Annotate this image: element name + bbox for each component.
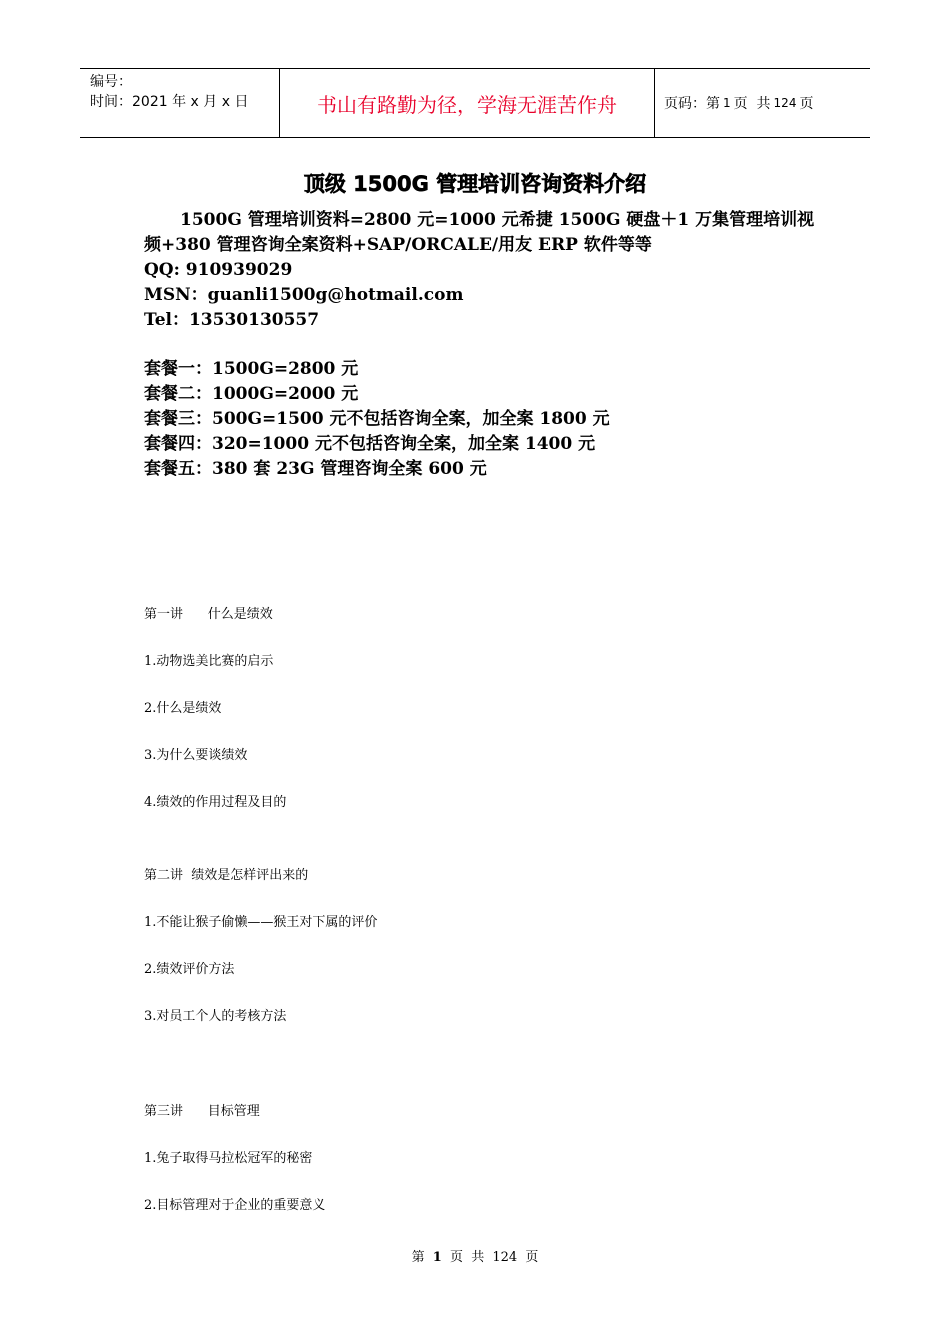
outline-item: 3.为什么要谈绩效 (144, 748, 248, 763)
outline-item: 1.动物选美比赛的启示 (144, 654, 274, 669)
package-list (144, 357, 610, 482)
total-pages: 124 (773, 96, 797, 110)
header-motto: 书山有路勤为径，学海无涯苦作舟 (280, 69, 655, 137)
document-date: 时间：2021 年 x 月 x 日 (90, 94, 249, 110)
lecture-heading: 第一讲 什么是绩效 (144, 607, 273, 622)
footer-prefix: 第 (411, 1250, 425, 1265)
package-item: 套餐二：1000G=2000 元 (144, 384, 359, 404)
outline-item: 2.绩效评价方法 (144, 962, 235, 977)
contact-msn: MSN：guanli1500g@hotmail.com (144, 285, 464, 305)
package-item: 套餐三：500G=1500 元不包括咨询全案，加全案 1800 元 (144, 409, 610, 429)
page-label-prefix: 页码：第 (664, 96, 720, 112)
footer-suffix: 页 (525, 1250, 539, 1265)
package-item: 套餐四：320=1000 元不包括咨询全案，加全案 1400 元 (144, 434, 596, 454)
lecture-heading: 第二讲 绩效是怎样评出来的 (144, 868, 309, 883)
outline-item: 2.目标管理对于企业的重要意义 (144, 1198, 326, 1213)
footer-current-page: 1 (432, 1250, 442, 1265)
lecture-heading: 第三讲 目标管理 (144, 1104, 260, 1119)
header-page-count (655, 69, 870, 137)
footer-mid: 页 共 (449, 1250, 485, 1265)
footer-total-pages: 124 (492, 1250, 518, 1265)
page-label-mid: 页 共 (733, 96, 771, 112)
outline-item: 4.绩效的作用过程及目的 (144, 795, 287, 810)
intro-block (144, 208, 824, 333)
contact-tel: Tel：13530130557 (144, 310, 320, 330)
package-item: 套餐五：380 套 23G 管理咨询全案 600 元 (144, 459, 487, 479)
outline-item: 2.什么是绩效 (144, 701, 222, 716)
contact-qq: QQ: 910939029 (144, 260, 293, 280)
document-title: 顶级 1500G 管理培训咨询资料介绍 (303, 172, 647, 196)
header-meta (80, 69, 280, 137)
page-label-suffix: 页 (799, 96, 814, 112)
package-item: 套餐一：1500G=2800 元 (144, 359, 359, 379)
outline-item: 1.不能让猴子偷懒——猴王对下属的评价 (144, 915, 378, 930)
page-header (80, 68, 870, 138)
outline-item: 1.兔子取得马拉松冠军的秘密 (144, 1151, 313, 1166)
intro-description: 1500G 管理培训资料=2800 元=1000 元希捷 1500G 硬盘＋1 万集管理培训视频+380 管理咨询全案资料+SAP/ORCALE/用友 ERP 软件等等 (144, 210, 815, 255)
document-number-label: 编号： (90, 74, 132, 90)
current-page: 1 (723, 96, 731, 110)
page-footer (0, 1246, 950, 1265)
outline-item: 3.对员工个人的考核方法 (144, 1009, 287, 1024)
